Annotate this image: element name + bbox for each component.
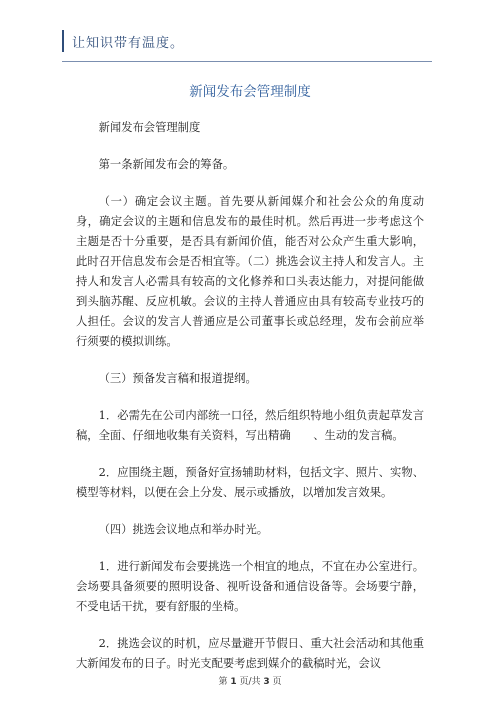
paragraph-item-3-1: 1．必需先在公司内部统一口径，然后组织特地小组负责起草发言稿，全面、仔细地收集有关资料，写出精确 、生动的发言稿。 — [76, 409, 424, 442]
footer-middle: 页/共 — [239, 677, 261, 687]
paragraph-item-4-2: 2．挑选会议的时机，应尽量避开节假日、重大社会活动和其他重大新闻发布的日子。时光支配要考虑到媒介的截稿时光，会议 — [76, 637, 424, 670]
paragraph-item-4-1: 1．进行新闻发布会要挑选一个相宜的地点，不宜在办公室进行。会场要具备须要的照明设备、视听设备和通信设备等。会场要宁静，不受电话干扰，要有舒服的坐椅。 — [76, 560, 424, 613]
paragraph-section-4: （四）挑选会议地点和举办时光。 — [98, 523, 269, 536]
page-footer — [0, 674, 500, 687]
paragraph-item-3-2: 2．应围绕主题，预备好宣扬辅助材料，包括文字、照片、实物、模型等材料，以便在会上分发、展示或播放，以增加发言效果。 — [76, 466, 424, 499]
header-accent-bar — [62, 30, 64, 52]
paragraph-subtitle: 新闻发布会管理制度 — [98, 121, 201, 134]
document-title: 新闻发布会管理制度 — [189, 84, 311, 100]
document-body — [76, 118, 424, 691]
header-slogan: 让知识带有温度。 — [72, 35, 185, 51]
footer-prefix: 第 — [218, 677, 228, 687]
footer-suffix: 页 — [272, 677, 282, 687]
footer-current-page: 1 — [230, 677, 237, 687]
page-header — [62, 30, 432, 52]
paragraph-section-1-2: （一）确定会议主题。首先要从新闻媒介和社会公众的角度动身，确定会议的主题和信息发布的最佳时机。然后再进一步考虑这个主题是否十分重要，是否具有新闻价值，能否对公众产生重大影响，此时召开信息发布会是否相宜等。（二）挑选会议主持人和发言人。主持人和发言人必需具有较高的文化修养和口头表达能力，对提问能做到头脑苏醒、反应机敏。会议的主持人普通应由具有较高专业技巧的人担任。会议的发言人普通应是公司董事长或总经理，发布会前应举行须要的模拟训练。 — [76, 195, 424, 348]
header-divider — [62, 61, 432, 62]
paragraph-section-3: （三）预备发言稿和报道提纲。 — [98, 372, 257, 385]
paragraph-article-1: 第一条新闻发布会的筹备。 — [98, 158, 235, 171]
footer-total-pages: 3 — [263, 677, 270, 687]
